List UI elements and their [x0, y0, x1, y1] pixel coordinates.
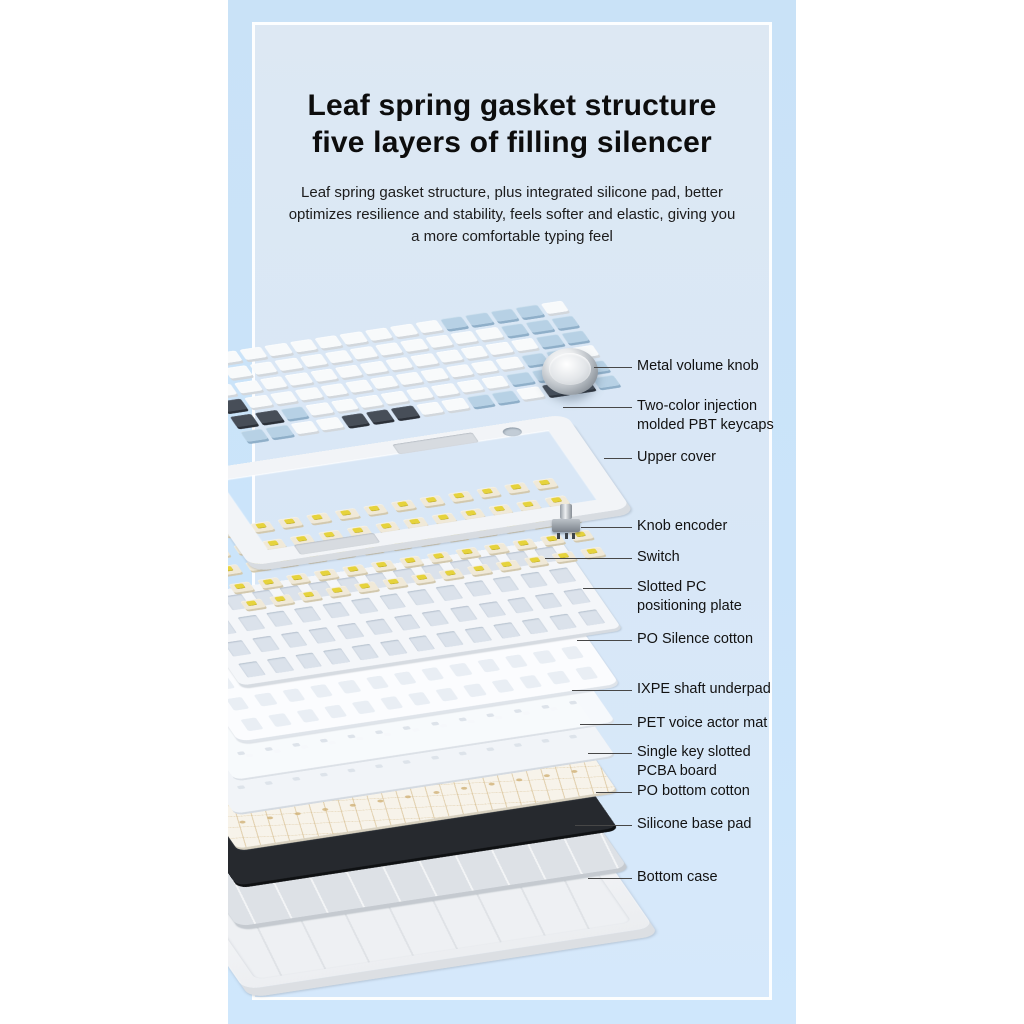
callout-label: PO Silence cotton [637, 631, 754, 647]
callout-leader-line [577, 640, 632, 641]
callout-leader-line [545, 558, 632, 559]
callout-label: Bottom case [637, 869, 718, 885]
callout-labels [228, 0, 796, 1024]
title-line-1: Leaf spring gasket structure [307, 89, 717, 122]
callout-leader-line [581, 527, 632, 528]
callout-label: Metal volume knob [637, 358, 759, 374]
callout-label: Silicone base pad [637, 816, 752, 832]
content-column [228, 0, 796, 1024]
callout-label: PO bottom cotton [637, 783, 750, 799]
callout-leader-line [594, 367, 632, 368]
callout-leader-line [583, 588, 632, 589]
callout-leader-line [563, 407, 632, 408]
title-line-2: five layers of filling silencer [312, 126, 712, 159]
callout-leader-line [588, 753, 632, 754]
callout-label: Knob encoder [637, 518, 728, 534]
callout-leader-line [572, 690, 632, 691]
callout-leader-line [596, 792, 632, 793]
callout-leader-line [604, 458, 632, 459]
callout-label: Upper cover [637, 449, 716, 465]
callout-label: IXPE shaft underpad [637, 681, 771, 697]
callout-leader-line [588, 878, 632, 879]
callout-label: PET voice actor mat [637, 715, 768, 731]
callout-label: Single key slotted PCBA board [637, 744, 751, 779]
callout-leader-line [580, 724, 632, 725]
callout-label: Switch [637, 549, 680, 565]
callout-label: Two-color injection molded PBT keycaps [637, 398, 774, 433]
callout-leader-line [575, 825, 632, 826]
callout-label: Slotted PC positioning plate [637, 579, 742, 614]
subtitle: Leaf spring gasket structure, plus integrated silicone pad, better optimizes resilience and stability, feels softer and elastic, giving you a more comfortable typing feel [288, 184, 736, 245]
